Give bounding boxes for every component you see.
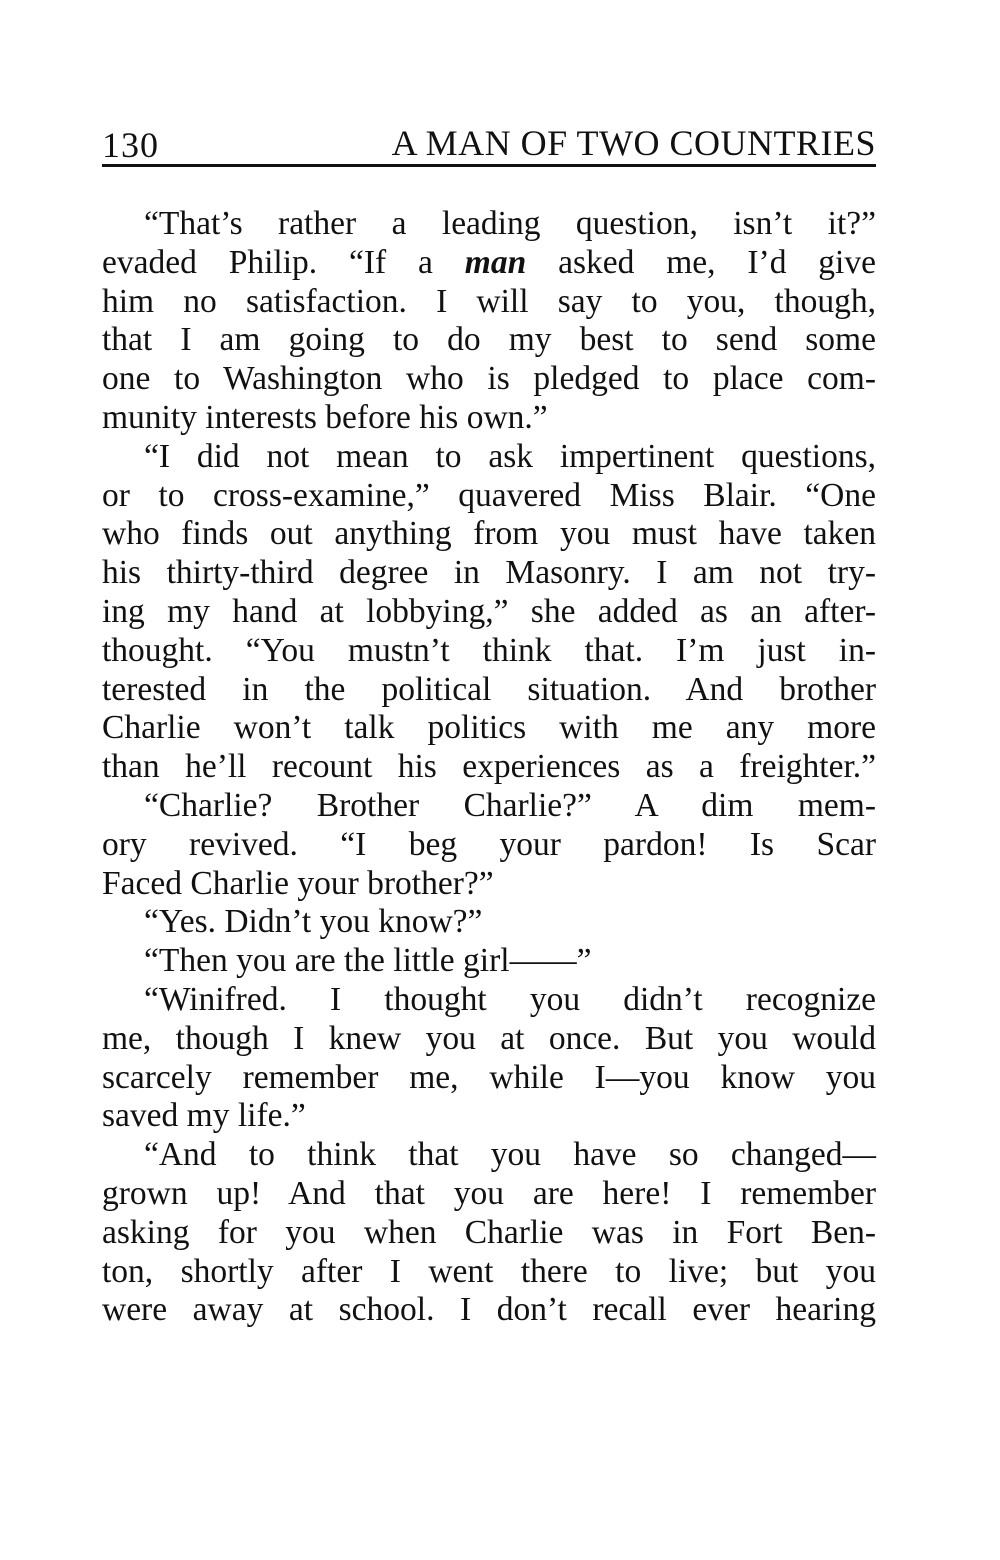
text-line: “And to think that you have so changed— (144, 1136, 876, 1174)
text-line: “Charlie? Brother Charlie?” A dim mem- (144, 786, 876, 824)
text-line: Faced Charlie your brother?” (102, 864, 494, 902)
text-fragment: asked me, I’d give (558, 243, 876, 281)
text-line: that I am going to do my best to send some (102, 321, 876, 359)
text-line: scarcely remember me, while I—you know you (102, 1058, 876, 1096)
text-line: who finds out anything from you must have taken (102, 515, 876, 553)
text-line: asking for you when Charlie was in Fort Ben- (102, 1213, 876, 1251)
running-head (102, 118, 876, 167)
text-line: “That’s rather a leading question, isn’t it?” (144, 205, 876, 242)
text-line: Charlie won’t talk politics with me any more (102, 709, 876, 747)
text-line: were away at school. I don’t recall ever hearing (102, 1291, 876, 1329)
text-line: me, though I knew you at once. But you would (102, 1019, 876, 1057)
text-line: munity interests before his own.” (102, 398, 548, 436)
text-fragment: evaded Philip. “If a (102, 243, 433, 281)
text-line: terested in the political situation. And brother (102, 670, 876, 708)
text-line: saved my life.” (102, 1097, 306, 1135)
text-line: “Then you are the little girl——” (144, 942, 592, 980)
text-line: or to cross-examine,” quavered Miss Blair. “One (102, 476, 876, 514)
text-line: ton, shortly after I went there to live; but you (102, 1252, 876, 1290)
text-line: his thirty-third degree in Masonry. I am not try- (102, 554, 876, 592)
text-line (102, 244, 876, 283)
page-number: 130 (102, 125, 159, 165)
text-line: ing my hand at lobbying,” she added as an after- (102, 592, 876, 630)
text-line: ory revived. “I beg your pardon! Is Scar (102, 825, 876, 863)
text-line: than he’ll recount his experiences as a freighter.” (102, 748, 876, 786)
text-line: “I did not mean to ask impertinent questions, (144, 437, 876, 475)
italic-word: man (464, 243, 527, 281)
text-line: him no satisfaction. I will say to you, though, (102, 282, 876, 320)
text-line: “Yes. Didn’t you know?” (144, 903, 483, 941)
text-line: “Winifred. I thought you didn’t recognize (144, 980, 876, 1018)
text-line: grown up! And that you are here! I remember (102, 1174, 876, 1212)
book-page (102, 118, 876, 1330)
text-line: one to Washington who is pledged to place com- (102, 360, 876, 398)
body-text (102, 205, 876, 1330)
text-line: thought. “You mustn’t think that. I’m just in- (102, 631, 876, 669)
book-title: A MAN OF TWO COUNTRIES (391, 123, 876, 163)
